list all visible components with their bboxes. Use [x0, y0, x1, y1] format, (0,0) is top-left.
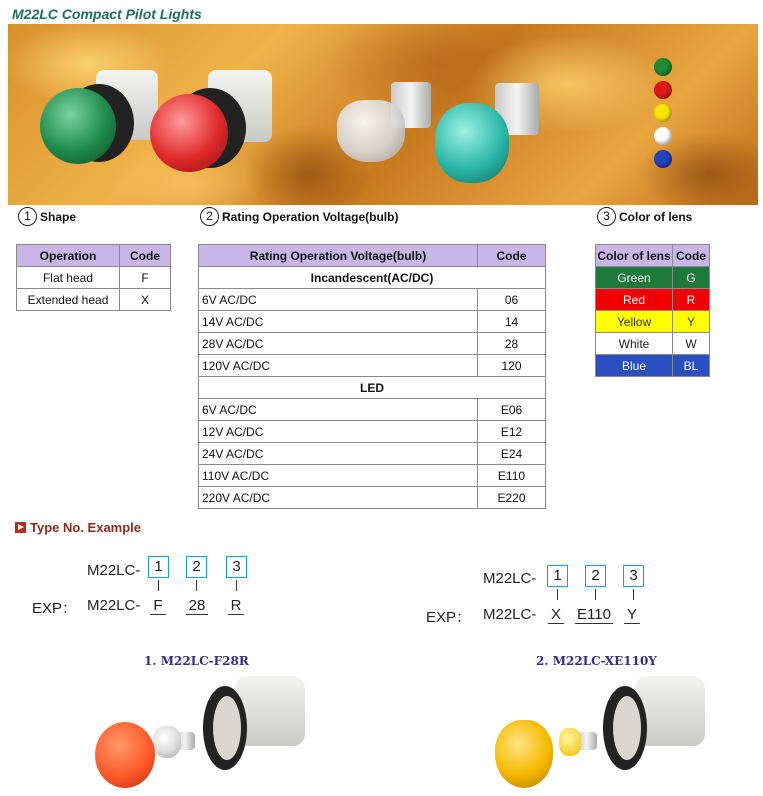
model-prefix: M22LC- [483, 606, 537, 623]
shape-table [16, 244, 171, 311]
section-label: Shape [40, 209, 77, 224]
incandescent-bulb-image [333, 74, 443, 184]
section-label: Rating Operation Voltage(bulb) [222, 209, 399, 224]
table-row [596, 333, 710, 355]
table-cell: Y [673, 311, 710, 333]
model-prefix: M22LC- [483, 570, 537, 587]
example-1-caption: 1. M22LC-F28R [144, 654, 249, 668]
table-cell: G [673, 267, 710, 289]
table-cell: R [673, 289, 710, 311]
model-prefix: M22LC- [87, 562, 141, 579]
number-circle: 2 [200, 207, 219, 226]
yellow-color-dot [654, 104, 672, 122]
slot-box: 1 [547, 565, 568, 587]
type-example-heading [15, 520, 141, 535]
column-header: Code [120, 245, 171, 267]
column-header: Code [478, 245, 546, 267]
table-row [199, 289, 546, 311]
column-header: Code [673, 245, 710, 267]
table-cell: W [673, 333, 710, 355]
section-label: Color of lens [619, 209, 693, 224]
slot-box: 3 [226, 556, 247, 578]
white-color-dot [654, 127, 672, 145]
table-cell: 6V AC/DC [199, 289, 478, 311]
table-row [199, 355, 546, 377]
group-label: LED [199, 377, 546, 399]
example-value: E110 [575, 607, 613, 624]
table-row [199, 333, 546, 355]
led-bulb-image [433, 79, 553, 194]
table-cell: E110 [478, 465, 546, 487]
table-cell: E24 [478, 443, 546, 465]
table-cell: 220V AC/DC [199, 487, 478, 509]
group-row [199, 377, 546, 399]
connector-line [633, 589, 634, 600]
column-header: Color of lens [596, 245, 673, 267]
slot-box: 2 [186, 556, 207, 578]
green-color-dot [654, 58, 672, 76]
table-cell: Blue [596, 355, 673, 377]
table-row [199, 311, 546, 333]
example-value: X [548, 607, 564, 624]
table-cell: X [120, 289, 171, 311]
table-cell: 28V AC/DC [199, 333, 478, 355]
table-cell: 120V AC/DC [199, 355, 478, 377]
example-2-caption: 2. M22LC-XE110Y [536, 654, 657, 668]
number-circle: 3 [597, 207, 616, 226]
slot-box: 3 [623, 565, 644, 587]
table-cell: 28 [478, 333, 546, 355]
table-row [199, 443, 546, 465]
table-cell: Green [596, 267, 673, 289]
table-cell: Flat head [17, 267, 120, 289]
group-label: Incandescent(AC/DC) [199, 267, 546, 289]
connector-line [236, 580, 237, 591]
example-value: 28 [186, 598, 208, 615]
connector-line [557, 589, 558, 600]
table-cell: 06 [478, 289, 546, 311]
arrow-bullet-icon [15, 522, 26, 533]
table-row [596, 311, 710, 333]
shape-section-header [18, 207, 76, 226]
red-color-dot [654, 81, 672, 99]
red-pilot-light-image [148, 64, 283, 179]
table-row [596, 267, 710, 289]
table-cell: 6V AC/DC [199, 399, 478, 421]
table-row [596, 355, 710, 377]
model-prefix: M22LC- [87, 597, 141, 614]
table-row [199, 399, 546, 421]
page-title: M22LC Compact Pilot Lights [12, 6, 202, 22]
connector-line [158, 580, 159, 591]
example-value: R [228, 598, 244, 615]
table-row [17, 267, 171, 289]
voltage-table [198, 244, 546, 509]
color-section-header [597, 207, 692, 226]
table-cell: E06 [478, 399, 546, 421]
table-cell: 24V AC/DC [199, 443, 478, 465]
table-row [199, 465, 546, 487]
exp-label: EXP： [32, 600, 78, 617]
table-cell: 14 [478, 311, 546, 333]
blue-color-dot [654, 150, 672, 168]
group-row [199, 267, 546, 289]
table-cell: 12V AC/DC [199, 421, 478, 443]
table-cell: Yellow [596, 311, 673, 333]
slot-box: 2 [585, 565, 606, 587]
exp-label: EXP： [426, 609, 472, 626]
column-header: Operation [17, 245, 120, 267]
example-2-exploded-image [495, 670, 715, 792]
product-banner [8, 24, 758, 205]
table-row [199, 487, 546, 509]
table-row [596, 289, 710, 311]
slot-box: 1 [148, 556, 169, 578]
table-cell: White [596, 333, 673, 355]
column-header: Rating Operation Voltage(bulb) [199, 245, 478, 267]
number-circle: 1 [18, 207, 37, 226]
table-cell: BL [673, 355, 710, 377]
table-cell: 14V AC/DC [199, 311, 478, 333]
table-cell: 120 [478, 355, 546, 377]
color-table [595, 244, 710, 377]
example-value: F [150, 598, 166, 615]
table-cell: E220 [478, 487, 546, 509]
type-example-label: Type No. Example [30, 520, 142, 535]
connector-line [595, 589, 596, 600]
voltage-section-header [200, 207, 398, 226]
table-row [199, 421, 546, 443]
table-cell: Extended head [17, 289, 120, 311]
table-cell: E12 [478, 421, 546, 443]
table-cell: F [120, 267, 171, 289]
example-1-exploded-image [95, 670, 315, 792]
table-cell: 110V AC/DC [199, 465, 478, 487]
table-cell: Red [596, 289, 673, 311]
example-value: Y [624, 607, 640, 624]
connector-line [196, 580, 197, 591]
table-row [17, 289, 171, 311]
